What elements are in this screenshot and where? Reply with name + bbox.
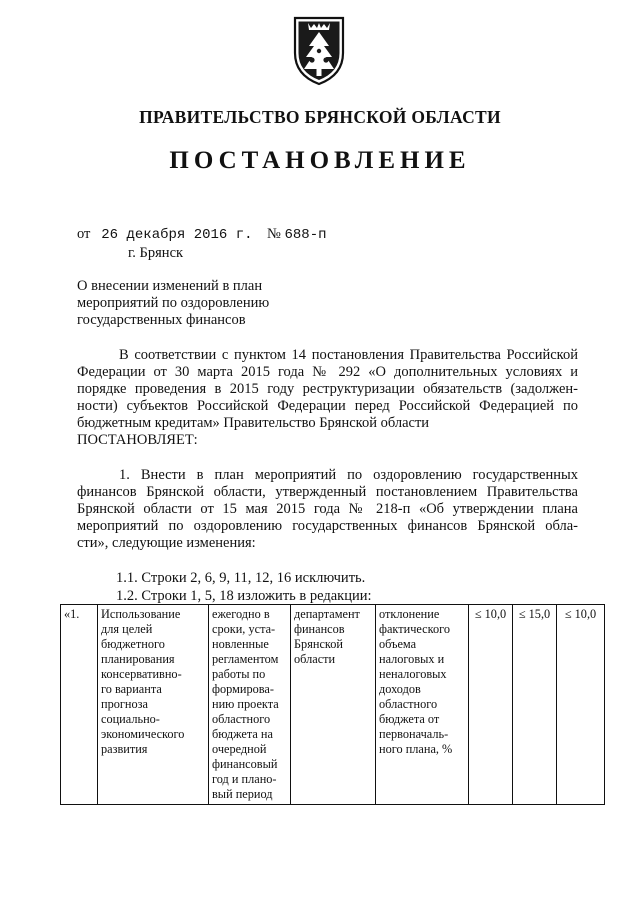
measure-cell [98,605,209,805]
cell-line: вый период [212,787,273,801]
cell-line: неналоговых [379,667,447,681]
cell-line: финансовый [212,757,278,771]
item-1-2: 1.2. Строки 1, 5, 18 изложить в редакции: [116,588,372,604]
value-cell-1: ≤ 10,0 [469,605,513,805]
table-row [61,605,605,805]
value-cell-2: ≤ 15,0 [513,605,557,805]
paragraph-line: Федерации от 30 марта 2015 года № 292 «О дополнительных условиях и [77,364,578,380]
cell-line: консервативно- [101,667,182,681]
cell-line: доходов [379,682,421,696]
cell-line: прогноза [101,697,148,711]
cell-line: формирова- [212,682,274,696]
cell-line: регламентом [212,652,279,666]
cell-line: областного [212,712,271,726]
subject-line: мероприятий по оздоровлению [77,295,270,311]
deadline-cell [209,605,291,805]
cell-line: социально- [101,712,160,726]
subject-line: государственных финансов [77,312,246,328]
paragraph-line: сти», следующие изменения: [77,535,256,551]
cell-line: очередной [212,742,267,756]
plan-table [60,604,605,805]
paragraph-line: мероприятий по оздоровлению государственных финансов Брянской обла- [77,518,578,534]
paragraph-line: порядке проведения в 2015 году реструктуризации обязательств (задолжен- [77,381,578,397]
cell-line: планирования [101,652,175,666]
city: г. Брянск [128,245,184,261]
value-cell-3: ≤ 10,0 [557,605,605,805]
date-number-line [77,226,327,243]
paragraph-line: В соответствии с пунктом 14 постановления Правительства Российской [119,347,578,363]
cell-line: новленные [212,637,269,651]
cell-line: ежегодно в [212,607,270,621]
cell-line: отклонение [379,607,440,621]
responsible-cell [291,605,376,805]
cell-line: области [294,652,336,666]
coat-of-arms-emblem [289,15,349,87]
cell-line: фактического [379,622,450,636]
number-sign: № [267,226,281,242]
cell-line: департамент [294,607,360,621]
clause-1-paragraph [77,467,578,552]
cell-line: первоначаль- [379,727,449,741]
document-number: 688-п [284,227,327,243]
paragraph-line: 1. Внести в план мероприятий по оздоровлению государственных [119,467,578,483]
cell-line: налоговых и [379,652,445,666]
preamble-paragraph [77,347,578,449]
cell-line: экономического [101,727,185,741]
item-1-1: 1.1. Строки 2, 6, 9, 11, 12, 16 исключить. [116,570,366,586]
cell-line: развития [101,742,148,756]
cell-line: объема [379,637,417,651]
document-date: 26 декабря 2016 г. [101,227,253,243]
document-type-title: ПОСТАНОВЛЕНИЕ [169,147,471,174]
cell-line: областного [379,697,438,711]
cell-line: год и плано- [212,772,277,786]
subject-line: О внесении изменений в план [77,278,263,294]
cell-line: для целей [101,622,153,636]
indicator-cell [376,605,469,805]
cell-line: нию проекта [212,697,279,711]
row-number-cell: «1. [61,605,98,805]
cell-line: финансов [294,622,345,636]
cell-line: Брянской [294,637,343,651]
cell-line: Использование [101,607,181,621]
paragraph-line: Брянской области от 15 мая 2015 года № 218-п «Об утверждении плана [77,501,578,517]
government-title: ПРАВИТЕЛЬСТВО БРЯНСКОЙ ОБЛАСТИ [139,107,501,127]
subject-heading [77,278,269,329]
cell-line: бюджетного [101,637,165,651]
cell-line: ного плана, % [379,742,453,756]
paragraph-line: финансов Брянской области, утвержденный постановлением Правительства [77,484,578,500]
cell-line: бюджета от [379,712,440,726]
date-prefix: от [77,226,91,242]
cell-line: бюджета на [212,727,273,741]
paragraph-line: бюджетным кредитам» Правительство Брянской области [77,415,430,431]
cell-line: сроки, уста- [212,622,276,636]
paragraph-line: ности) субъектов Российской Федерации перед Российской Федерацией по [77,398,578,414]
cell-line: работы по [212,667,266,681]
cell-line: го варианта [101,682,162,696]
paragraph-line: ПОСТАНОВЛЯЕТ: [77,432,198,448]
